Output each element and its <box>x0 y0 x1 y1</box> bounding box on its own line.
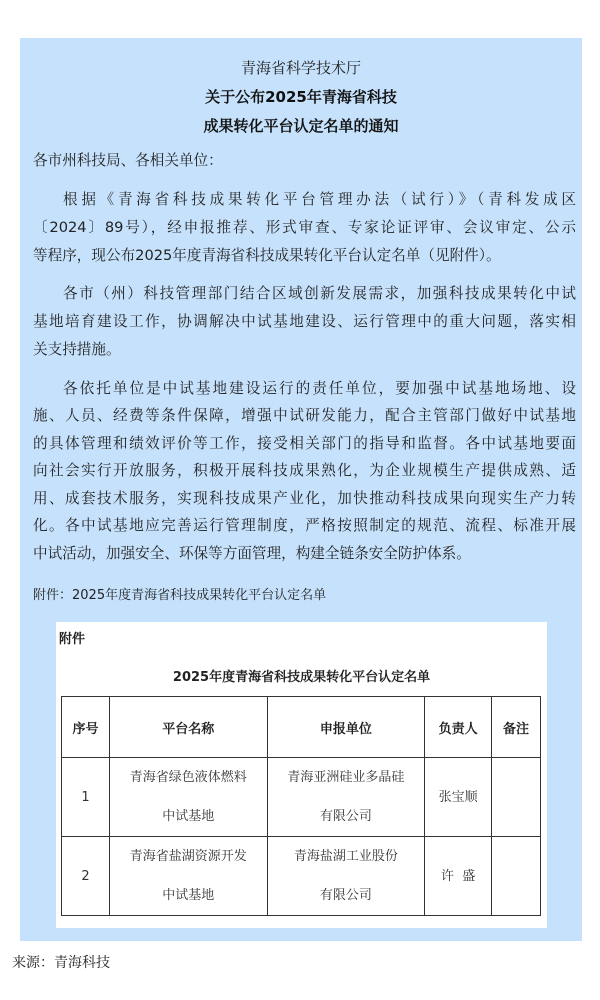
agency-name: 青海省科学技术厅 <box>240 59 361 77</box>
unit-line: 青海盐湖工业股份 <box>293 849 398 864</box>
name-line: 中试基地 <box>162 809 215 824</box>
cell-no: 1 <box>62 758 110 837</box>
cell-name <box>109 758 267 837</box>
para-line: 根据《青海省科技成果转化平台管理办法（试行）》（青科发成区 <box>63 191 576 208</box>
attachment-label: 附件 <box>59 632 86 647</box>
salutation: 各市州科技局、各相关单位： <box>33 152 223 169</box>
cell-name <box>109 837 267 916</box>
para-line: 关支持措施。 <box>33 341 121 358</box>
para-line: 的具体管理和绩效评价等工作，接受相关部门的指导和监督。各中试基地要面 <box>33 435 576 452</box>
para-line: 向社会实行开放服务，积极开展科技成果熟化，为企业规模生产提供成熟、适 <box>33 462 576 479</box>
notice-panel <box>20 38 582 941</box>
attachment-note: 附件：2025年度青海省科技成果转化平台认定名单 <box>33 588 327 603</box>
header-person: 负责人 <box>425 697 492 758</box>
title-line-2: 成果转化平台认定名单的通知 <box>203 117 399 135</box>
para-line: 用、成套技术服务，实现科技成果产业化，加快推动科技成果向现实生产力转 <box>33 490 576 507</box>
table-header-row <box>62 697 541 758</box>
header-note: 备注 <box>492 697 541 758</box>
para-line: 中试活动，加强安全、环保等方面管理，构建全链条安全防护体系。 <box>33 545 471 562</box>
source-credit: 来源：青海科技 <box>12 955 110 971</box>
para-line: 基地培育建设工作，协调解决中试基地建设、运行管理中的重大问题，落实相 <box>33 313 576 330</box>
table-row <box>62 758 541 837</box>
cell-note <box>492 837 541 916</box>
table-row <box>62 837 541 916</box>
name-line: 中试基地 <box>162 888 215 903</box>
para-line: 化。各中试基地应完善运行管理制度，严格按照制定的规范、流程、标准开展 <box>33 517 576 534</box>
para-line: 等程序，现公布2025年度青海省科技成果转化平台认定名单（见附件）。 <box>33 247 501 264</box>
header-no: 序号 <box>62 697 110 758</box>
header-unit: 申报单位 <box>267 697 425 758</box>
attachment-image <box>56 622 547 928</box>
cell-unit <box>267 837 425 916</box>
cell-no: 2 <box>62 837 110 916</box>
cell-note <box>492 758 541 837</box>
unit-line: 有限公司 <box>319 888 372 903</box>
unit-line: 有限公司 <box>319 809 372 824</box>
platform-table <box>61 696 541 916</box>
title-line-1: 关于公布2025年青海省科技 <box>205 88 397 106</box>
para-line: 各依托单位是中试基地建设运行的责任单位，要加强中试基地场地、设 <box>63 380 576 397</box>
para-line: 施、人员、经费等条件保障，增强中试研发能力，配合主管部门做好中试基地 <box>33 407 576 424</box>
cell-person: 许 盛 <box>425 837 492 916</box>
para-line: 各市（州）科技管理部门结合区域创新发展需求，加强科技成果转化中试 <box>63 285 576 302</box>
name-line: 青海省盐湖资源开发 <box>129 849 247 864</box>
header-name: 平台名称 <box>109 697 267 758</box>
unit-line: 青海亚洲硅业多晶硅 <box>287 770 405 785</box>
attachment-title: 2025年度青海省科技成果转化平台认定名单 <box>172 670 431 685</box>
para-line: 〔2024〕89号），经申报推荐、形式审查、专家论证评审、会议审定、公示 <box>33 219 576 236</box>
cell-unit <box>267 758 425 837</box>
name-line: 青海省绿色液体燃料 <box>129 770 247 785</box>
cell-person: 张宝顺 <box>425 758 492 837</box>
